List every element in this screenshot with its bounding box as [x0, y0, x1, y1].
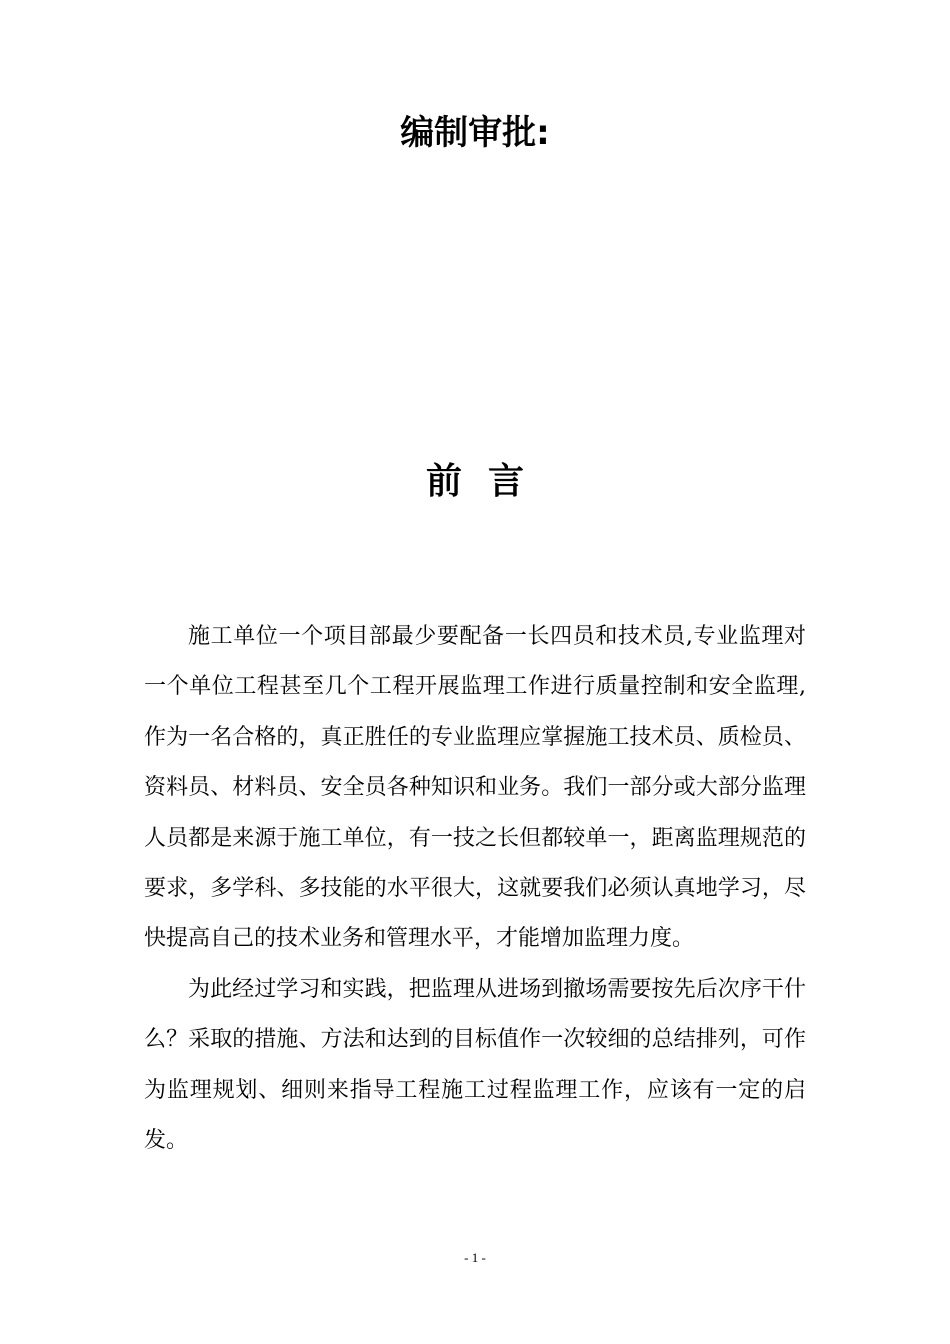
approval-heading: 编制审批:	[400, 113, 550, 153]
page-number: - 1 -	[464, 1250, 486, 1265]
preface-heading: 前言	[425, 461, 550, 502]
preface-body	[144, 612, 806, 1166]
preface-paragraph-1: 施工单位一个项目部最少要配备一长四员和技术员,专业监理对一个单位工程甚至几个工程开展监理工作进行质量控制和安全监理,作为一名合格的，真正胜任的专业监理应掌握施工技术员、质检员、资料员、材料员、安全员各种知识和业务。我们一部分或大部分监理人员都是来源于施工单位，有一技之长但都较单一，距离监理规范的要求，多学科、多技能的水平很大，这就要我们必须认真地学习，尽快提高自己的技术业务和管理水平，才能增加监理力度。	[144, 624, 806, 952]
preface-paragraph-2: 为此经过学习和实践，把监理从进场到撤场需要按先后次序干什么？采取的措施、方法和达到的目标值作一次较细的总结排列，可作为监理规划、细则来指导工程施工过程监理工作，应该有一定的启发。	[144, 976, 806, 1154]
